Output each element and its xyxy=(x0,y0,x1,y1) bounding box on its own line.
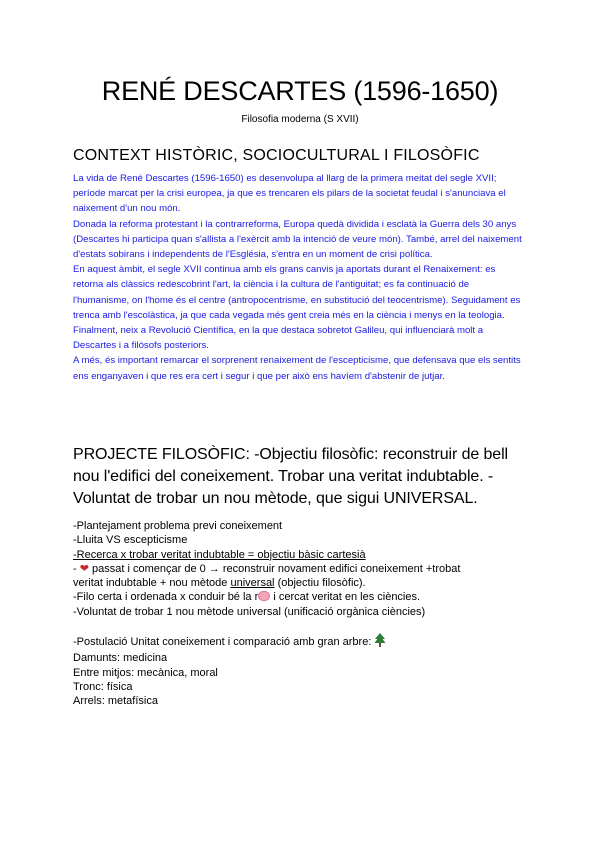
context-paragraph: A més, és important remarcar el sorprenent renaixement de l'escepticisme, que defensava que els sentits ens enganyaven i que res era cert i segur i que per això ens havíem d'abstenir de jutjar. xyxy=(73,355,521,382)
list-item: Arrels: metafísica xyxy=(73,695,158,708)
list-item xyxy=(73,633,543,651)
tree-icon xyxy=(374,633,386,651)
context-text xyxy=(73,171,523,384)
list-item-text: i cercat veritat en les ciències. xyxy=(270,591,421,604)
project-list xyxy=(73,519,543,619)
tree-list xyxy=(73,633,543,708)
context-paragraph: La vida de René Descartes (1596-1650) es desenvolupa al llarg de la primera meitat del segle XVII; període marcat per la crisi europea, ja que es trencaren els pilars de la societat feudal i s'anunciava el naixement d'un nou món. xyxy=(73,173,506,215)
context-paragraph: En aquest àmbit, el segle XVII continua amb els grans canvis ja aportats durant el Renaixement: es retorna als clàssics redescobrint l'art, la ciència i la cultura de l'antiguitat; es fa continuació de l'humanisme, on l'home és el centre (antropocentrisme, en substitució del teocentrisme). Seguidament es trenca amb l'escolàstica, ja que cada vegada més gent creia més en la ciència i menys en la teologia. xyxy=(73,264,521,321)
list-item-text: - xyxy=(73,562,80,575)
list-item: Tronc: física xyxy=(73,680,133,693)
list-item-text: -Postulació Unitat coneixement i comparació amb gran arbre: xyxy=(73,636,375,648)
list-item-text: passat i començar de 0 → reconstruir novament edifici coneixement +trobat xyxy=(88,562,461,575)
list-item-text: veritat indubtable + nou mètode xyxy=(73,577,231,590)
brain-icon xyxy=(258,591,270,601)
list-item xyxy=(73,590,543,604)
list-item: -Recerca x trobar veritat indubtable = objectiu bàsic cartesià xyxy=(73,548,366,561)
list-item: -Lluita VS escepticisme xyxy=(73,534,188,547)
list-item: -Voluntat de trobar 1 nou mètode universal (unificació orgànica ciències) xyxy=(73,605,426,618)
list-item xyxy=(73,576,543,590)
list-item xyxy=(73,562,543,576)
context-paragraph: Donada la reforma protestant i la contrarreforma, Europa quedà dividida i esclatà la Guerra dels 30 anys (Descartes hi participa quan s'allista a l'exèrcit amb la intenció de veure món). També, arrel del naixement d'estats sobirans i independents de l'Església, s'entra en un moment de crisi política. xyxy=(73,218,522,261)
list-item-text: (objectiu filosòfic). xyxy=(274,577,366,590)
universal-word: universal xyxy=(230,577,275,590)
list-item-text: -Filo certa i ordenada x conduir bé la r xyxy=(73,591,259,604)
project-heading: PROJECTE FILOSÒFIC: -Objectiu filosòfic: reconstruir de bell nou l'edifici del coneixement. Trobar una veritat indubtable. -Voluntat de trobar un nou mètode, que sigui UNIVERSAL. xyxy=(73,446,509,507)
context-paragraph: Finalment, neix a Revolució Científica, en la que destaca sobretot Galileu, qui influenciarà molt a Descartes i a filòsofs posteriors. xyxy=(73,325,484,352)
broken-heart-icon: ❤ xyxy=(79,562,89,575)
page-title: RENÉ DESCARTES (1596-1650) xyxy=(101,76,499,106)
list-item: -Plantejament problema previ coneixement xyxy=(73,520,283,532)
list-item: Entre mitjos: mecànica, moral xyxy=(73,666,218,679)
page-subtitle: Filosofia moderna (S XVII) xyxy=(241,114,359,125)
list-item: Damunts: medicina xyxy=(73,652,168,665)
context-heading: CONTEXT HISTÒRIC, SOCIOCULTURAL I FILOSÒFIC xyxy=(73,147,480,164)
